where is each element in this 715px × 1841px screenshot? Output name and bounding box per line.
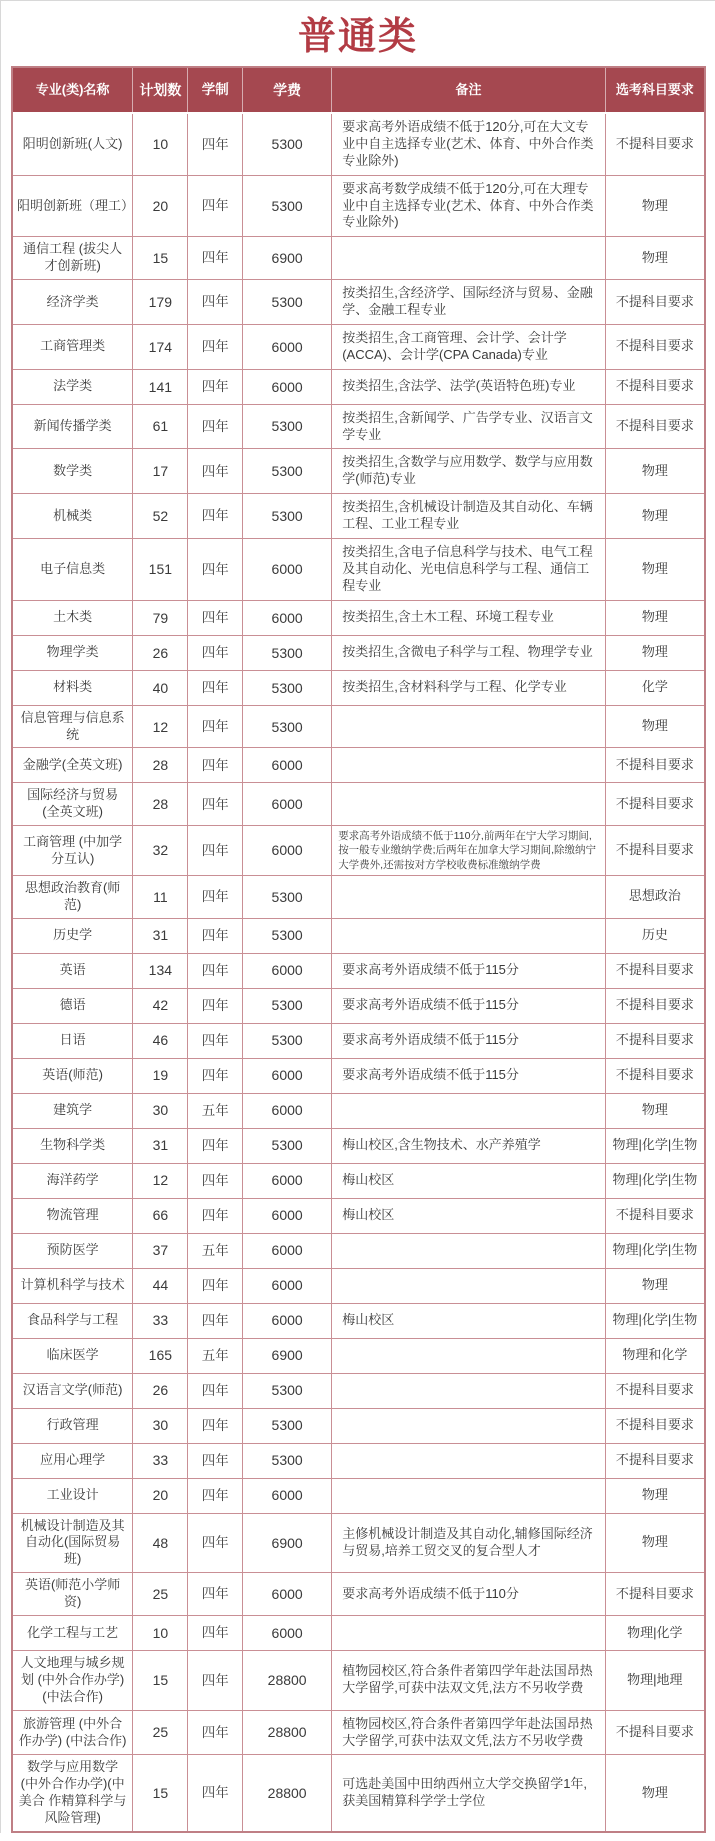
plan-count-cell: 15 [133,237,188,279]
table-row [13,1374,704,1409]
subject-requirements-cell: 不提科目要求 [615,1452,694,1468]
header-subject-requirements: 选考科目要求 [615,81,694,97]
plan-count-cell: 33 [133,1304,188,1338]
major-name-cell: 日语 [13,1024,133,1058]
remarks-cell: 可选赴美国中田纳西州立大学交换留学1年,获美国精算科学学士学位 [332,1755,606,1831]
major-name-cell: 预防医学 [13,1234,133,1268]
table-row [13,954,704,989]
duration-cell: 四年 [188,1755,243,1831]
table-row [13,1304,704,1339]
tuition-cell: 6000 [243,1269,332,1303]
duration-cell: 五年 [188,1094,243,1128]
duration-cell: 四年 [188,449,243,493]
plan-count-cell: 28 [133,748,188,782]
table-row [13,1234,704,1269]
remarks-cell: 按类招生,含土木工程、环境工程专业 [332,601,606,635]
plan-count-cell: 20 [133,1479,188,1513]
table-row [13,989,704,1024]
major-name-cell: 人文地理与城乡规划 (中外合作办学) (中法合作) [13,1651,133,1710]
subject-requirements-cell: 物理 [641,507,668,523]
remarks-cell [332,706,606,748]
table-row [13,237,704,280]
remarks-cell [332,1409,606,1443]
duration-cell: 四年 [188,1059,243,1093]
header-remarks: 备注 [332,68,606,112]
tuition-cell: 6000 [243,325,332,369]
remarks-cell: 按类招生,含材料科学与工程、化学专业 [332,671,606,705]
table-header-row [13,68,704,114]
table-row [13,1199,704,1234]
remarks-cell [332,1616,606,1650]
table-row [13,1339,704,1374]
table-row [13,370,704,405]
major-name-cell: 法学类 [13,370,133,404]
tuition-cell: 6000 [243,1094,332,1128]
major-name-cell: 工业设计 [13,1479,133,1513]
table-row [13,706,704,749]
plan-count-cell: 12 [133,1164,188,1198]
subject-requirements-cell: 物理 [641,1784,668,1800]
plan-count-cell: 61 [133,405,188,449]
tuition-cell: 6900 [243,237,332,279]
duration-cell: 四年 [188,989,243,1023]
remarks-cell [332,1479,606,1513]
plan-count-cell: 17 [133,449,188,493]
plan-count-cell: 52 [133,494,188,538]
major-name-cell: 通信工程 (拔尖人才创新班) [13,237,133,279]
major-name-cell: 英语(师范小学师资) [13,1573,133,1615]
plan-count-cell: 30 [133,1094,188,1128]
remarks-cell: 植物园校区,符合条件者第四学年赴法国昂热大学留学,可获中法双文凭,法方不另收学费 [332,1651,606,1710]
plan-count-cell: 179 [133,280,188,324]
remarks-cell [332,1444,606,1478]
duration-cell: 四年 [188,370,243,404]
remarks-cell: 要求高考外语成绩不低于110分 [332,1573,606,1615]
major-name-cell: 计算机科学与技术 [13,1269,133,1303]
tuition-cell: 5300 [243,636,332,670]
plan-count-cell: 66 [133,1199,188,1233]
subject-requirements-cell: 不提科目要求 [615,293,694,309]
subject-requirements-cell: 物理|化学 [627,1624,683,1640]
remarks-cell: 按类招生,含经济学、国际经济与贸易、金融学、金融工程专业 [332,280,606,324]
remarks-cell: 要求高考外语成绩不低于115分 [332,1059,606,1093]
table-row [13,1479,704,1514]
plan-count-cell: 174 [133,325,188,369]
remarks-cell [332,1374,606,1408]
major-name-cell: 物理学类 [13,636,133,670]
duration-cell: 四年 [188,783,243,825]
plan-count-cell: 37 [133,1234,188,1268]
subject-requirements-cell: 不提科目要求 [615,1724,694,1740]
plan-count-cell: 11 [133,876,188,918]
duration-cell: 四年 [188,1409,243,1443]
table-row [13,405,704,450]
plan-count-cell: 31 [133,1129,188,1163]
plan-count-cell: 30 [133,1409,188,1443]
remarks-cell: 要求高考外语成绩不低于115分 [332,1024,606,1058]
remarks-cell: 按类招生,含电子信息科学与技术、电气工程及其自动化、光电信息科学与工程、通信工程专业 [332,539,606,600]
table-row [13,325,704,370]
tuition-cell: 6000 [243,539,332,600]
tuition-cell: 6000 [243,748,332,782]
duration-cell: 四年 [188,325,243,369]
plan-count-cell: 48 [133,1514,188,1573]
plan-count-cell: 46 [133,1024,188,1058]
subject-requirements-cell: 物理 [641,560,668,576]
plan-count-cell: 151 [133,539,188,600]
tuition-cell: 6900 [243,1339,332,1373]
major-name-cell: 新闻传播学类 [13,405,133,449]
plan-count-cell: 25 [133,1711,188,1755]
duration-cell: 四年 [188,1444,243,1478]
major-name-cell: 数学与应用数学 (中外合作办学)(中美合 作精算科学与风险管理) [13,1755,133,1831]
plan-count-cell: 141 [133,370,188,404]
subject-requirements-cell: 物理 [641,1277,668,1293]
major-name-cell: 金融学(全英文班) [13,748,133,782]
subject-requirements-cell: 不提科目要求 [615,418,694,434]
major-name-cell: 土木类 [13,601,133,635]
remarks-cell [332,783,606,825]
header-major-name: 专业(类)名称 [13,68,133,112]
duration-cell: 四年 [188,1616,243,1650]
header-duration: 学制 [188,68,243,112]
subject-requirements-cell: 不提科目要求 [615,1067,694,1083]
table-row [13,176,704,238]
major-name-cell: 电子信息类 [13,539,133,600]
duration-cell: 四年 [188,1651,243,1710]
remarks-cell: 按类招生,含工商管理、会计学、会计学(ACCA)、会计学(CPA Canada)专业 [332,325,606,369]
table-row [13,539,704,601]
tuition-cell: 6000 [243,1573,332,1615]
plan-count-cell: 10 [133,1616,188,1650]
duration-cell: 四年 [188,601,243,635]
tuition-cell: 5300 [243,176,332,237]
tuition-cell: 6000 [243,783,332,825]
major-name-cell: 经济学类 [13,280,133,324]
duration-cell: 四年 [188,1374,243,1408]
subject-requirements-cell: 不提科目要求 [615,997,694,1013]
tuition-cell: 5300 [243,114,332,175]
duration-cell: 四年 [188,1164,243,1198]
major-name-cell: 机械设计制造及其 自动化(国际贸易班) [13,1514,133,1573]
remarks-cell [332,1269,606,1303]
duration-cell: 五年 [188,1339,243,1373]
subject-requirements-cell: 物理|化学|生物 [612,1242,698,1258]
duration-cell: 四年 [188,1304,243,1338]
major-name-cell: 数学类 [13,449,133,493]
table-row [13,494,704,539]
duration-cell: 四年 [188,826,243,875]
major-name-cell: 物流管理 [13,1199,133,1233]
remarks-cell: 梅山校区 [332,1164,606,1198]
major-name-cell: 海洋药学 [13,1164,133,1198]
remarks-cell: 要求高考外语成绩不低于115分 [332,954,606,988]
tuition-cell: 6000 [243,370,332,404]
tuition-cell: 6000 [243,1199,332,1233]
duration-cell: 四年 [188,176,243,237]
table-row [13,114,704,176]
plan-count-cell: 79 [133,601,188,635]
plan-count-cell: 40 [133,671,188,705]
remarks-cell: 要求高考外语成绩不低于115分 [332,989,606,1023]
plan-count-cell: 31 [133,919,188,953]
table-row [13,1164,704,1199]
header-tuition: 学费 [243,68,332,112]
tuition-cell: 5300 [243,1129,332,1163]
subject-requirements-cell: 不提科目要求 [615,1207,694,1223]
header-plan-count: 计划数 [133,68,188,112]
duration-cell: 四年 [188,748,243,782]
major-name-cell: 阳明创新班（理工） [13,176,133,237]
table-row [13,1094,704,1129]
table-row [13,1269,704,1304]
major-name-cell: 应用心理学 [13,1444,133,1478]
remarks-cell: 按类招生,含微电子科学与工程、物理学专业 [332,636,606,670]
major-name-cell: 机械类 [13,494,133,538]
major-name-cell: 英语(师范) [13,1059,133,1093]
subject-requirements-cell: 不提科目要求 [615,378,694,394]
table-row [13,1024,704,1059]
tuition-cell: 5300 [243,1024,332,1058]
duration-cell: 四年 [188,1269,243,1303]
major-name-cell: 英语 [13,954,133,988]
tuition-cell: 5300 [243,280,332,324]
subject-requirements-cell: 不提科目要求 [615,1585,694,1601]
plan-count-cell: 12 [133,706,188,748]
remarks-cell [332,1234,606,1268]
plan-count-cell: 25 [133,1573,188,1615]
table-row [13,783,704,826]
major-name-cell: 工商管理 (中加学分互认) [13,826,133,875]
duration-cell: 四年 [188,1199,243,1233]
remarks-cell [332,919,606,953]
duration-cell: 四年 [188,919,243,953]
duration-cell: 四年 [188,1514,243,1573]
major-name-cell: 材料类 [13,671,133,705]
major-name-cell: 行政管理 [13,1409,133,1443]
plan-count-cell: 42 [133,989,188,1023]
major-name-cell: 历史学 [13,919,133,953]
table-row [13,826,704,876]
duration-cell: 四年 [188,280,243,324]
table-row [13,1444,704,1479]
major-name-cell: 旅游管理 (中外合作办学) (中法合作) [13,1711,133,1755]
table-row [13,1129,704,1164]
duration-cell: 四年 [188,1711,243,1755]
remarks-cell: 按类招生,含数学与应用数学、数学与应用数学(师范)专业 [332,449,606,493]
duration-cell: 四年 [188,876,243,918]
table-row [13,1616,704,1651]
tuition-cell: 6000 [243,954,332,988]
subject-requirements-cell: 不提科目要求 [615,757,694,773]
duration-cell: 四年 [188,1479,243,1513]
plan-count-cell: 44 [133,1269,188,1303]
admissions-table [11,66,706,1833]
table-row [13,601,704,636]
subject-requirements-cell: 物理 [641,462,668,478]
duration-cell: 四年 [188,706,243,748]
subject-requirements-cell: 物理 [641,1102,668,1118]
tuition-cell: 5300 [243,1444,332,1478]
tuition-cell: 6000 [243,1164,332,1198]
subject-requirements-cell: 物理 [641,1534,668,1550]
tuition-cell: 5300 [243,671,332,705]
plan-count-cell: 19 [133,1059,188,1093]
table-row [13,1755,704,1831]
subject-requirements-cell: 物理和化学 [622,1347,688,1363]
tuition-cell: 6000 [243,1304,332,1338]
duration-cell: 四年 [188,539,243,600]
subject-requirements-cell: 物理 [641,249,668,265]
remarks-cell: 按类招生,含法学、法学(英语特色班)专业 [332,370,606,404]
duration-cell: 四年 [188,1573,243,1615]
remarks-cell: 要求高考外语成绩不低于120分,可在大文专业中自主选择专业(艺术、体育、中外合作类专业除外) [332,114,606,175]
plan-count-cell: 26 [133,1374,188,1408]
page-title: 普通类 [297,16,418,58]
remarks-cell: 梅山校区,含生物技术、水产养殖学 [332,1129,606,1163]
plan-count-cell: 33 [133,1444,188,1478]
plan-count-cell: 134 [133,954,188,988]
remarks-cell [332,1094,606,1128]
table-row [13,876,704,919]
remarks-cell: 按类招生,含机械设计制造及其自动化、车辆工程、工业工程专业 [332,494,606,538]
plan-count-cell: 26 [133,636,188,670]
table-row [13,1409,704,1444]
table-row [13,1514,704,1574]
subject-requirements-cell: 物理 [641,1487,668,1503]
remarks-cell [332,237,606,279]
remarks-cell: 植物园校区,符合条件者第四学年赴法国昂热大学留学,可获中法双文凭,法方不另收学费 [332,1711,606,1755]
subject-requirements-cell: 物理 [641,197,668,213]
remarks-cell: 要求高考外语成绩不低于110分,前两年在宁大学习期间,按一般专业缴纳学费;后两年在加拿大学习期间,除缴纳宁大学费外,还需按对方学校收费标准缴纳学费 [332,826,606,875]
tuition-cell: 6000 [243,1479,332,1513]
subject-requirements-cell: 不提科目要求 [615,795,694,811]
table-row [13,636,704,671]
major-name-cell: 生物科学类 [13,1129,133,1163]
remarks-cell [332,748,606,782]
tuition-cell: 5300 [243,1409,332,1443]
table-row [13,280,704,325]
tuition-cell: 5300 [243,989,332,1023]
major-name-cell: 工商管理类 [13,325,133,369]
duration-cell: 四年 [188,954,243,988]
subject-requirements-cell: 思想政治 [628,888,681,904]
tuition-cell: 5300 [243,494,332,538]
subject-requirements-cell: 物理 [641,718,668,734]
plan-count-cell: 15 [133,1651,188,1710]
remarks-cell: 要求高考数学成绩不低于120分,可在大理专业中自主选择专业(艺术、体育、中外合作类专业除外) [332,176,606,237]
plan-count-cell: 20 [133,176,188,237]
remarks-cell [332,1339,606,1373]
duration-cell: 四年 [188,1024,243,1058]
subject-requirements-cell: 历史 [641,927,668,943]
subject-requirements-cell: 不提科目要求 [615,1382,694,1398]
major-name-cell: 临床医学 [13,1339,133,1373]
subject-requirements-cell: 物理 [641,609,668,625]
tuition-cell: 6000 [243,1059,332,1093]
major-name-cell: 德语 [13,989,133,1023]
tuition-cell: 6000 [243,601,332,635]
duration-cell: 四年 [188,237,243,279]
subject-requirements-cell: 物理|化学|生物 [612,1172,698,1188]
tuition-cell: 5300 [243,405,332,449]
subject-requirements-cell: 不提科目要求 [615,1417,694,1433]
major-name-cell: 汉语言文学(师范) [13,1374,133,1408]
subject-requirements-cell: 物理|地理 [627,1671,683,1687]
table-row [13,449,704,494]
tuition-cell: 5300 [243,919,332,953]
remarks-cell: 按类招生,含新闻学、广告学专业、汉语言文学专业 [332,405,606,449]
tuition-cell: 28800 [243,1651,332,1710]
plan-count-cell: 15 [133,1755,188,1831]
table-row [13,919,704,954]
plan-count-cell: 32 [133,826,188,875]
remarks-cell: 梅山校区 [332,1304,606,1338]
remarks-cell [332,876,606,918]
subject-requirements-cell: 物理 [641,644,668,660]
tuition-cell: 5300 [243,876,332,918]
major-name-cell: 阳明创新班(人文) [13,114,133,175]
major-name-cell: 国际经济与贸易 (全英文班) [13,783,133,825]
duration-cell: 四年 [188,405,243,449]
table-row [13,671,704,706]
tuition-cell: 6900 [243,1514,332,1573]
subject-requirements-cell: 不提科目要求 [615,962,694,978]
subject-requirements-cell: 物理|化学|生物 [612,1312,698,1328]
major-name-cell: 化学工程与工艺 [13,1616,133,1650]
subject-requirements-cell: 不提科目要求 [615,135,694,151]
major-name-cell: 信息管理与信息系统 [13,706,133,748]
table-row [13,1711,704,1756]
subject-requirements-cell: 物理|化学|生物 [612,1137,698,1153]
tuition-cell: 5300 [243,1374,332,1408]
duration-cell: 四年 [188,114,243,175]
subject-requirements-cell: 不提科目要求 [615,338,694,354]
plan-count-cell: 165 [133,1339,188,1373]
plan-count-cell: 10 [133,114,188,175]
table-row [13,748,704,783]
table-row [13,1651,704,1711]
duration-cell: 四年 [188,494,243,538]
tuition-cell: 6000 [243,1234,332,1268]
tuition-cell: 6000 [243,826,332,875]
remarks-cell: 梅山校区 [332,1199,606,1233]
table-row [13,1059,704,1094]
major-name-cell: 建筑学 [13,1094,133,1128]
duration-cell: 四年 [188,1129,243,1163]
major-name-cell: 思想政治教育(师范) [13,876,133,918]
subject-requirements-cell: 化学 [641,679,668,695]
tuition-cell: 28800 [243,1711,332,1755]
duration-cell: 四年 [188,636,243,670]
tuition-cell: 6000 [243,1616,332,1650]
tuition-cell: 28800 [243,1755,332,1831]
major-name-cell: 食品科学与工程 [13,1304,133,1338]
tuition-cell: 5300 [243,706,332,748]
remarks-cell: 主修机械设计制造及其自动化,辅修国际经济与贸易,培养工贸交叉的复合型人才 [332,1514,606,1573]
table-body [13,114,704,1831]
table-row [13,1573,704,1616]
tuition-cell: 5300 [243,449,332,493]
subject-requirements-cell: 不提科目要求 [615,842,694,858]
duration-cell: 四年 [188,671,243,705]
plan-count-cell: 28 [133,783,188,825]
subject-requirements-cell: 不提科目要求 [615,1032,694,1048]
duration-cell: 五年 [188,1234,243,1268]
